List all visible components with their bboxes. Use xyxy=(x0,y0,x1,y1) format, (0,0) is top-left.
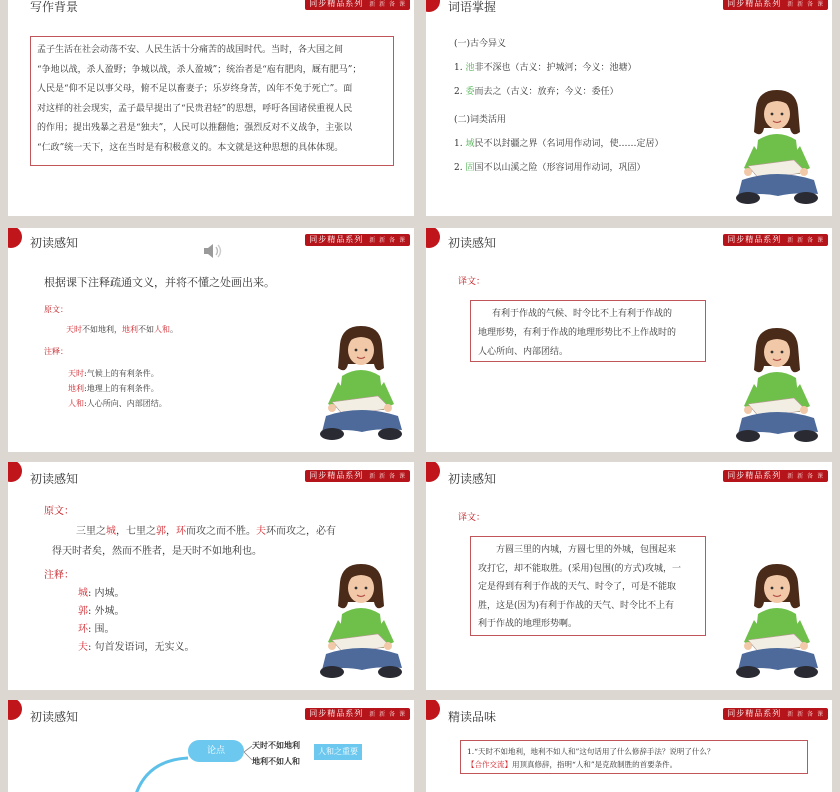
slide-title: 写作背景 xyxy=(30,0,79,14)
header-dot xyxy=(8,700,22,720)
discussion-tag: 【合作交流】 xyxy=(467,760,512,769)
note-value: :地理上的有利条件。 xyxy=(84,384,159,393)
slide-close-reading xyxy=(426,700,832,792)
key-word: 委 xyxy=(465,87,475,97)
item-number: 2. xyxy=(454,87,463,97)
conclusion-tag: 人和之重要 xyxy=(314,744,362,760)
translation-label: 译文： xyxy=(458,277,486,287)
series-badge xyxy=(723,234,828,246)
badge-sub: 新 新 备 课 xyxy=(369,237,406,244)
badge-main: 同步精品系列 xyxy=(309,235,364,244)
para-line: 人民是“仰不足以事父母，俯不足以畜妻子；乐岁终身苦，凶年不免于死亡”。面 xyxy=(37,84,353,94)
question-text: 1.“天时不如地利，地利不如人和”这句话用了什么修辞手法？说明了什么？ xyxy=(467,747,715,756)
answer-line xyxy=(467,758,801,771)
item-number: 2. xyxy=(454,163,463,173)
original-line xyxy=(76,522,336,537)
header-dot xyxy=(426,700,440,720)
badge-main: 同步精品系列 xyxy=(727,471,782,480)
translation-label: 译文： xyxy=(458,513,486,523)
badge-main: 同步精品系列 xyxy=(309,709,364,718)
word: 人和 xyxy=(154,325,170,334)
para-line: 的作用；提出残暴之君是“独夫”，人民可以推翻他；强烈反对不义战争，主张以 xyxy=(37,123,353,133)
item-text: 而去之（古义：放弃；今义：委任） xyxy=(474,87,619,97)
vocab-item xyxy=(454,136,664,149)
slide-first-reading-original xyxy=(8,228,414,452)
slide-title: 初读感知 xyxy=(30,710,79,724)
speaker-icon[interactable] xyxy=(202,242,224,260)
series-badge xyxy=(305,0,410,10)
series-badge xyxy=(305,234,410,246)
badge-sub: 新 新 备 课 xyxy=(787,1,824,8)
badge-sub: 新 新 备 课 xyxy=(369,473,406,480)
series-badge xyxy=(723,708,828,720)
word: 不如 xyxy=(138,325,154,334)
word: 天时 xyxy=(66,325,82,334)
slide-title: 精读品味 xyxy=(448,710,497,724)
slide-first-reading-translation xyxy=(426,228,832,452)
reading-girl-image xyxy=(318,324,404,446)
note-key: 城 xyxy=(78,588,88,599)
word: 环而攻之，必有 xyxy=(266,526,336,537)
key-word: 固 xyxy=(465,163,475,173)
badge-sub: 新 新 备 课 xyxy=(369,711,406,718)
vocab-item xyxy=(454,160,646,173)
slide-title: 词语掌握 xyxy=(448,0,497,14)
para-line: “争地以战，杀人盈野；争城以战，杀人盈城”；统治者是“庖有肥肉，厩有肥马”； xyxy=(37,64,362,75)
translation-line: 胜，这是(因为)有利于作战的天气、时令比不上有 xyxy=(478,600,675,611)
reading-girl-image xyxy=(318,562,404,684)
word: 地利 xyxy=(122,325,138,334)
translation-line: 有利于作战的气候、时令比不上有利于作战的 xyxy=(492,309,673,319)
note-item xyxy=(78,584,125,599)
note-item xyxy=(78,602,125,617)
reading-girl-image xyxy=(734,88,820,210)
note-key: 地利 xyxy=(68,384,84,393)
translation-box xyxy=(470,536,706,636)
instruction-text: 根据课下注释疏通文义，并将不懂之处画出来。 xyxy=(44,276,275,289)
word: ， xyxy=(166,526,176,537)
translation-line: 定是得到有利于作战的天气、时令了，可是不能取 xyxy=(478,582,677,592)
original-line xyxy=(66,324,178,335)
badge-main: 同步精品系列 xyxy=(727,235,782,244)
header-dot xyxy=(426,462,440,482)
badge-sub: 新 新 备 课 xyxy=(787,473,824,480)
series-badge xyxy=(305,708,410,720)
notes-label: 注释： xyxy=(44,347,68,356)
word: ，七里之 xyxy=(116,526,156,537)
slide-title: 初读感知 xyxy=(448,472,497,486)
note-value: : 内城。 xyxy=(88,588,125,599)
answer-text: 用顶真修辞，指明“人和”是克敌制胜的首要条件。 xyxy=(512,760,678,769)
badge-main: 同步精品系列 xyxy=(309,0,364,8)
note-value: :人心所向、内部团结。 xyxy=(84,399,167,408)
branch-text: 天时不如地利 xyxy=(252,740,300,750)
slide-first-reading-translation-2 xyxy=(426,462,832,690)
reading-girl-image xyxy=(734,326,820,448)
series-badge xyxy=(723,0,828,10)
slide-title: 初读感知 xyxy=(448,236,497,250)
para-line: 对这样的社会现实，孟子最早提出了“民贵君轻”的思想，呼吁各国诸侯重视人民 xyxy=(37,103,353,114)
note-value: : 围。 xyxy=(88,624,115,635)
badge-sub: 新 新 备 课 xyxy=(787,711,824,718)
word: 城 xyxy=(106,526,116,537)
original-label: 原文： xyxy=(44,305,68,314)
series-badge xyxy=(723,470,828,482)
background-text-box xyxy=(30,36,394,166)
note-key: 夫 xyxy=(78,642,88,653)
item-number: 1. xyxy=(454,63,463,73)
branch-text: 地利不如人和 xyxy=(252,756,300,766)
slide-first-reading-original-2 xyxy=(8,462,414,690)
translation-line: 利于作战的地理形势啊。 xyxy=(478,619,578,629)
reading-girl-image xyxy=(734,562,820,684)
note-key: 郭 xyxy=(78,606,88,617)
item-text: 国不以山溪之险（形容词用作动词，巩固） xyxy=(474,163,646,173)
badge-main: 同步精品系列 xyxy=(727,0,782,8)
word: 环 xyxy=(176,526,186,537)
word: 三里之 xyxy=(76,526,106,537)
badge-sub: 新 新 备 课 xyxy=(369,1,406,8)
header-dot xyxy=(426,0,440,12)
word: 郭 xyxy=(156,526,166,537)
note-value: :气候上的有利条件。 xyxy=(84,369,159,378)
note-value: : 外城。 xyxy=(88,606,125,617)
slide-writing-background xyxy=(8,0,414,216)
translation-line: 方圆三里的内城，方圆七里的外城，包围起来 xyxy=(496,545,677,555)
note-item xyxy=(68,398,167,409)
series-badge xyxy=(305,470,410,482)
header-dot xyxy=(426,228,440,248)
translation-line: 地理形势，有利于作战的地理形势比不上作战时的 xyxy=(478,328,677,338)
item-text: 非不深也（古义：护城河；今义：池塘） xyxy=(474,63,637,73)
translation-line: 攻打它，却不能取胜。(采用)包围(的方式)攻城，一 xyxy=(478,563,682,574)
notes-label: 注释： xyxy=(44,570,74,581)
note-item xyxy=(68,368,159,379)
item-text: 民不以封疆之界（名词用作动词，使……定居） xyxy=(474,139,664,149)
vocab-item xyxy=(454,84,619,97)
key-word: 域 xyxy=(465,139,475,149)
item-number: 1. xyxy=(454,139,463,149)
word: 。 xyxy=(170,325,178,334)
word: 而攻之而不胜。 xyxy=(186,526,256,537)
slide-title: 初读感知 xyxy=(30,472,79,486)
vocab-item xyxy=(454,60,637,73)
node-thesis: 论点 xyxy=(188,740,244,762)
key-word: 池 xyxy=(465,63,475,73)
slide-vocabulary xyxy=(426,0,832,216)
badge-main: 同步精品系列 xyxy=(727,709,782,718)
note-key: 环 xyxy=(78,624,88,635)
translation-box xyxy=(470,300,706,362)
slide-first-reading-mindmap xyxy=(8,700,414,792)
note-value: : 句首发语词，无实义。 xyxy=(88,642,195,653)
word: 夫 xyxy=(256,526,266,537)
para-line: “仁政”统一天下，这在当时是有积极意义的。本文就是这种思想的具体体现。 xyxy=(37,142,344,153)
header-dot xyxy=(8,462,22,482)
header-dot xyxy=(8,228,22,248)
original-label: 原文： xyxy=(44,506,74,517)
section-heading: (一)古今异义 xyxy=(454,39,507,49)
translation-line: 人心所向、内部团结。 xyxy=(478,347,569,357)
note-key: 天时 xyxy=(68,369,84,378)
word: 不如地利， xyxy=(82,325,122,334)
slide-title: 初读感知 xyxy=(30,236,79,250)
badge-sub: 新 新 备 课 xyxy=(787,237,824,244)
note-key: 人和 xyxy=(68,399,84,408)
original-line: 得天时者矣，然而不胜者，是天时不如地利也。 xyxy=(52,546,262,557)
section-heading: (二)词类活用 xyxy=(454,115,507,125)
note-item xyxy=(68,383,159,394)
note-item xyxy=(78,638,195,653)
question-box xyxy=(460,740,808,774)
badge-main: 同步精品系列 xyxy=(309,471,364,480)
para-line: 孟子生活在社会动荡不安、人民生活十分痛苦的战国时代。当时，各大国之间 xyxy=(37,45,344,55)
note-item xyxy=(78,620,115,635)
